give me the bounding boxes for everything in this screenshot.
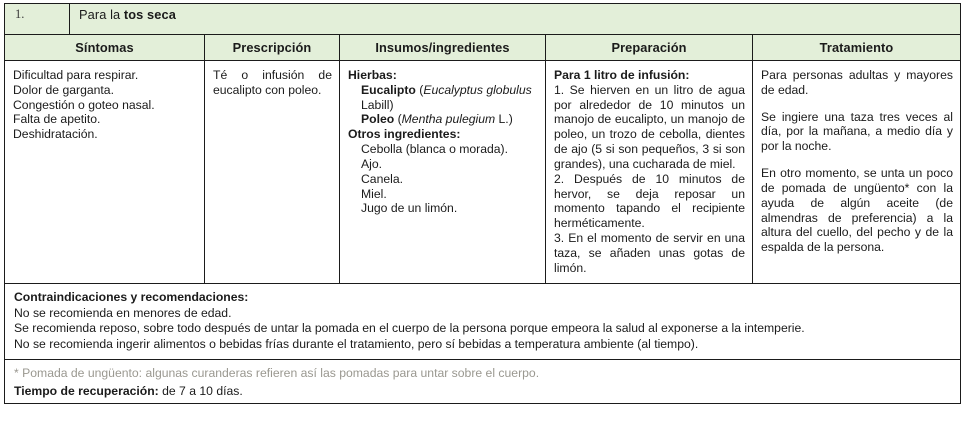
column-header-preparacion: Preparación <box>546 35 753 61</box>
herb-authority: L. <box>498 112 509 127</box>
remedy-number: 1. <box>5 4 70 34</box>
herbs-label: Hierbas: <box>348 68 397 82</box>
herb-scientific-name: Eucalyptus globulus <box>423 82 532 97</box>
contraindications-row <box>5 284 961 360</box>
sintoma-line: Dificultad para respirar. <box>13 68 139 82</box>
cell-footer <box>5 359 961 403</box>
column-header-tratamiento: Tratamiento <box>753 35 961 61</box>
sintoma-line: Dolor de garganta. <box>13 82 114 97</box>
sintoma-line: Falta de apetito. <box>13 112 101 127</box>
table-header-row <box>5 35 961 61</box>
cell-contraindications <box>5 284 961 360</box>
prescripcion-text: Té o infusión de eucalipto con poleo. <box>213 68 332 97</box>
cell-preparacion <box>546 61 753 284</box>
contraindication-line: No se recomienda en menores de edad. <box>14 305 232 320</box>
ingredient-item: Ajo. <box>361 156 383 171</box>
sintoma-line: Congestión o goteo nasal. <box>13 97 155 112</box>
herb-binomial: (Mentha pulegium L.) <box>397 112 513 127</box>
remedy-title <box>70 4 960 34</box>
herb-name: Eucalipto <box>361 82 416 97</box>
column-header-sintomas: Síntomas <box>5 35 205 61</box>
recovery-time <box>14 384 952 399</box>
contraindications-label: Contraindicaciones y recomendaciones: <box>14 290 249 305</box>
herbs-list <box>348 83 538 127</box>
remedy-title-prefix: Para la <box>79 7 124 22</box>
tratamiento-paragraph: Para personas adultas y mayores de edad. <box>761 68 953 97</box>
herb-binomial: (Eucalyptus globulus Labill) <box>361 82 532 112</box>
table-body-row <box>5 61 961 284</box>
table-title-row <box>5 4 961 35</box>
other-ingredients-label: Otros ingredientes: <box>348 127 461 142</box>
herb-item <box>361 112 538 127</box>
preparacion-step: 2. Después de 10 minutos de hervor, se deja reposar un momento tapando el recipiente herméticamente. <box>554 171 745 231</box>
remedy-title-strong: tos seca <box>123 7 176 22</box>
recovery-time-label: Tiempo de recuperación: <box>14 384 159 399</box>
other-ingredients-list <box>348 142 538 216</box>
cell-prescripcion <box>205 61 340 284</box>
herb-scientific-name: Mentha pulegium <box>401 112 496 127</box>
preparacion-heading: Para 1 litro de infusión: <box>554 68 690 82</box>
footnote-text: * Pomada de ungüento: algunas curanderas refieren así las pomadas para untar sobre el cuerpo. <box>14 365 540 380</box>
remedy-table <box>4 3 961 404</box>
footer-row <box>5 359 961 403</box>
preparacion-step: 3. En el momento de servir en una taza, se añaden unas gotas de limón. <box>554 230 745 275</box>
ingredient-item: Canela. <box>361 171 404 186</box>
herb-item <box>361 83 538 113</box>
ingredient-item: Cebolla (blanca o morada). <box>361 142 509 157</box>
cell-sintomas <box>5 61 205 284</box>
cell-tratamiento <box>753 61 961 284</box>
ingredient-item: Miel. <box>361 186 387 201</box>
recovery-time-value: de 7 a 10 días. <box>158 384 243 399</box>
contraindication-line: Se recomienda reposo, sobre todo después de untar la pomada en el cuerpo de la persona porque empeora la salud al exponerse a la intemperie. <box>14 321 805 336</box>
ingredient-item: Jugo de un limón. <box>361 201 458 216</box>
column-header-prescripcion: Prescripción <box>205 35 340 61</box>
column-header-insumos: Insumos/ingredientes <box>340 35 546 61</box>
tratamiento-paragraph: En otro momento, se unta un poco de pomada de ungüento* con la ayuda de algún aceite (de almendras de preferencia) a la altura del cuello, del pecho y de la espalda de la persona. <box>761 166 953 255</box>
herb-name: Poleo <box>361 112 395 127</box>
cell-insumos <box>340 61 546 284</box>
contraindication-line: No se recomienda ingerir alimentos o bebidas frías durante el tratamiento, pero sí bebidas a temperatura ambiente (al tiempo). <box>14 336 699 351</box>
herb-authority: Labill <box>361 97 390 112</box>
tratamiento-paragraph: Se ingiere una taza tres veces al día, por la mañana, a medio día y por la noche. <box>761 109 953 154</box>
sintoma-line: Deshidratación. <box>13 127 98 142</box>
preparacion-step: 1. Se hierven en un litro de agua por alrededor de 10 minutos un manojo de eucalipto, un manojo de poleo, un trozo de cebolla, dientes de ajo (5 si son pequeños, 3 si son grandes), una cucharada de miel. <box>554 82 745 171</box>
